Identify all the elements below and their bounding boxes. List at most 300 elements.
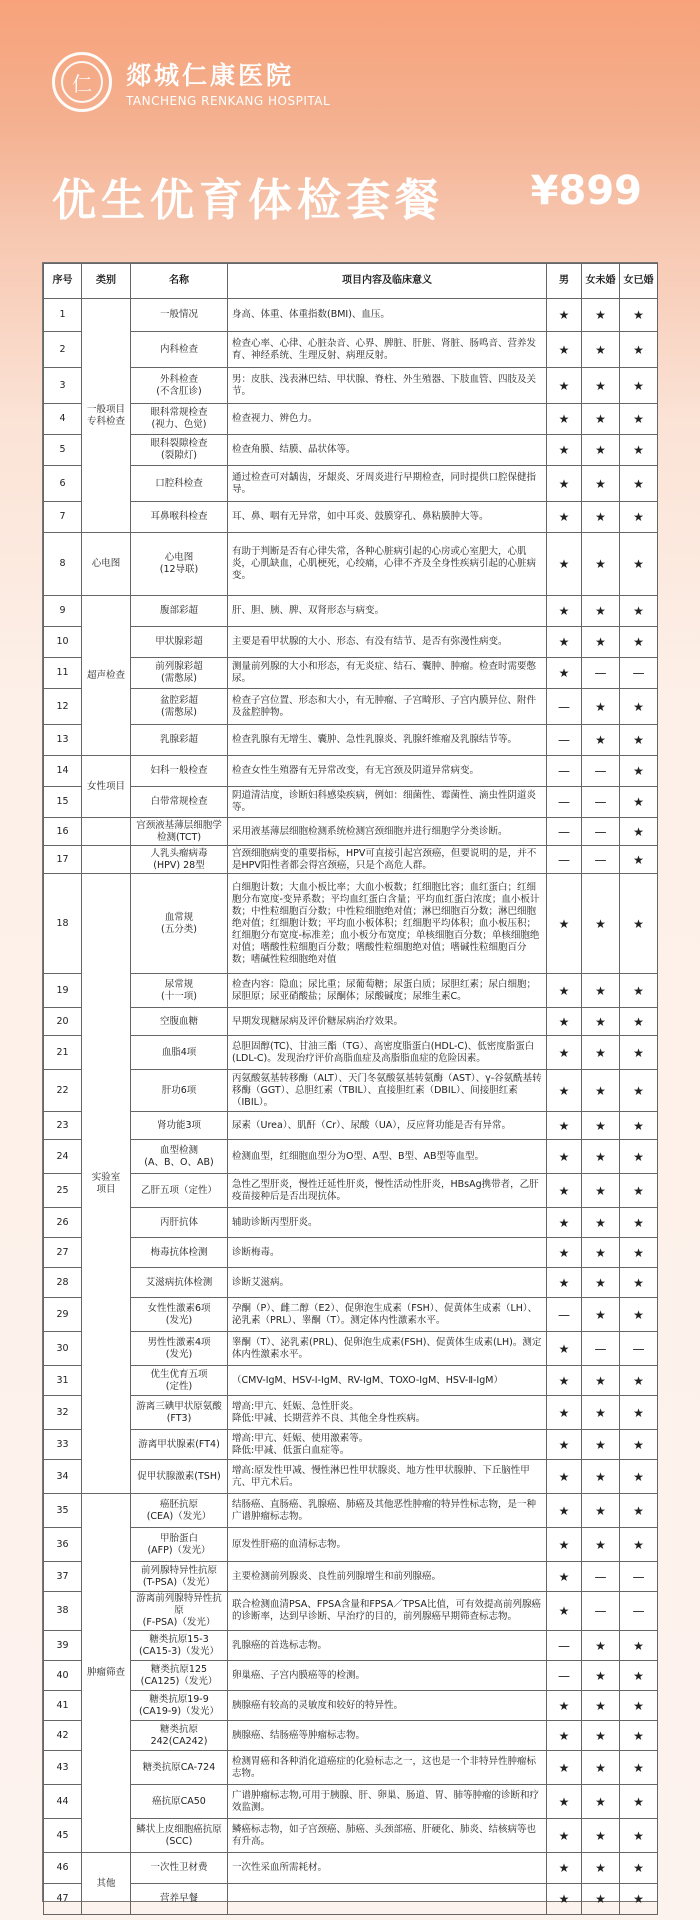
row-name: 人乳头瘤病毒 (HPV) 28型 — [131, 846, 228, 874]
row-no: 2 — [44, 332, 82, 368]
row-no: 9 — [44, 596, 82, 627]
row-male-mark: ★ — [547, 1238, 582, 1268]
row-desc: 总胆固醇(TC)、甘油三酯（TG）、高密度脂蛋白(HDL-C)、低密度脂蛋白(LDL-C)。发现治疗评价高脂血症及高脂脂血症的危险因素。 — [228, 1036, 547, 1070]
row-desc: 诊断梅毒。 — [228, 1238, 547, 1268]
row-female-unmarried-mark: ★ — [582, 1298, 620, 1332]
row-name: 优生优育五项 (定性) — [131, 1366, 228, 1396]
table-row — [44, 1691, 658, 1721]
page-header — [0, 0, 700, 255]
row-desc: 阴道清洁度，诊断妇科感染疾病，例如：细菌性、霉菌性、滴虫性阴道炎等。 — [228, 787, 547, 818]
row-female-unmarried-mark: — — [582, 1592, 620, 1631]
table-row — [44, 466, 658, 502]
row-desc: 急性乙型肝炎，慢性迁延性肝炎，慢性活动性肝炎，HBsAg携带者，乙肝疫苗接种后是否出现抗体。 — [228, 1174, 547, 1208]
row-male-mark: ★ — [547, 1396, 582, 1430]
row-desc: 丙氨酸氨基转移酶（ALT）、天门冬氨酸氨基转氨酶（AST）、γ-谷氨酰基转移酶（GGT）、总胆红素（TBIL）、直接胆红素（DBIL）、间接胆红素（IBIL）。 — [228, 1070, 547, 1112]
table-row — [44, 1174, 658, 1208]
row-no: 41 — [44, 1691, 82, 1721]
row-no: 10 — [44, 627, 82, 658]
row-desc: 联合检测血清PSA、FPSA含量和FPSA／TPSA比值，可有效提高前列腺癌的诊断率，达到早诊断、早治疗的目的，前列腺癌早期筛查标志物。 — [228, 1592, 547, 1631]
row-female-married-mark: ★ — [620, 1140, 658, 1174]
row-no: 37 — [44, 1562, 82, 1592]
table-row — [44, 1592, 658, 1631]
row-male-mark: ★ — [547, 435, 582, 466]
row-female-married-mark: ★ — [620, 1238, 658, 1268]
row-desc: 卵巢癌、子宫内膜癌等的检测。 — [228, 1661, 547, 1691]
row-desc: 检查心率、心律、心脏杂音、心界、脾脏、肝脏、肾脏、肠鸣音、营养发育、神经系统、生理反射、病理反射。 — [228, 332, 547, 368]
header-female-unmarried: 女未婚 — [582, 264, 620, 299]
row-male-mark: ★ — [547, 404, 582, 435]
row-category: 肿瘤筛查 — [82, 1494, 131, 1853]
row-female-married-mark: ★ — [620, 1884, 658, 1915]
table-row — [44, 404, 658, 435]
row-male-mark: ★ — [547, 1140, 582, 1174]
row-female-married-mark: ★ — [620, 1460, 658, 1494]
row-female-married-mark: ★ — [620, 299, 658, 332]
header-female-married: 女已婚 — [620, 264, 658, 299]
row-no: 20 — [44, 1008, 82, 1036]
row-desc: 采用液基薄层细胞检测系统检测宫颈细胞并进行细胞学分类诊断。 — [228, 818, 547, 846]
row-desc: 身高、体重、体重指数(BMI)、血压。 — [228, 299, 547, 332]
row-female-unmarried-mark: ★ — [582, 1785, 620, 1819]
table-header-row — [44, 264, 658, 299]
row-category-empty — [82, 818, 131, 846]
row-no: 19 — [44, 974, 82, 1008]
row-desc — [228, 1884, 547, 1915]
table-row — [44, 658, 658, 689]
row-no: 36 — [44, 1528, 82, 1562]
row-desc: 检测胃癌和各种消化道癌症的化验标志之一，这也是一个非特异性肿瘤标志物。 — [228, 1751, 547, 1785]
table-row — [44, 1751, 658, 1785]
row-male-mark: ★ — [547, 1174, 582, 1208]
row-female-unmarried-mark: ★ — [582, 1268, 620, 1298]
row-male-mark: ★ — [547, 596, 582, 627]
row-female-unmarried-mark: ★ — [582, 1396, 620, 1430]
row-female-unmarried-mark: ★ — [582, 1208, 620, 1238]
row-desc: 鳞癌标志物，如子宫颈癌、肺癌、头颈部癌、肝硬化、肺炎、结核病等也有升高。 — [228, 1819, 547, 1853]
row-female-married-mark: ★ — [620, 1494, 658, 1528]
row-male-mark: — — [547, 756, 582, 787]
table-row — [44, 756, 658, 787]
table-row — [44, 725, 658, 756]
row-category: 一般项目 专科检查 — [82, 299, 131, 533]
row-female-married-mark: ★ — [620, 1785, 658, 1819]
row-female-married-mark: ★ — [620, 1268, 658, 1298]
table-row — [44, 1430, 658, 1460]
hospital-name: 郯城仁康医院 — [126, 61, 295, 90]
row-desc: 测量前列腺的大小和形态，有无炎症、结石、囊肿、肿瘤。检查时需要憋尿。 — [228, 658, 547, 689]
row-no: 22 — [44, 1070, 82, 1112]
row-desc: 早期发现糖尿病及评价糖尿病治疗效果。 — [228, 1008, 547, 1036]
row-female-married-mark: ★ — [620, 756, 658, 787]
row-category: 其他 — [82, 1853, 131, 1915]
row-male-mark: ★ — [547, 1008, 582, 1036]
row-female-married-mark: ★ — [620, 1661, 658, 1691]
row-no: 44 — [44, 1785, 82, 1819]
row-name: 肝功6项 — [131, 1070, 228, 1112]
row-name: 甲状腺彩超 — [131, 627, 228, 658]
row-name: 女性性激素6项 (发光) — [131, 1298, 228, 1332]
row-no: 45 — [44, 1819, 82, 1853]
row-desc: 通过检查可对龋齿，牙龈炎、牙周炎进行早期检查，同时提供口腔保健指导。 — [228, 466, 547, 502]
row-female-unmarried-mark: ★ — [582, 1751, 620, 1785]
row-male-mark: — — [547, 1298, 582, 1332]
row-male-mark: ★ — [547, 1853, 582, 1884]
row-female-married-mark: ★ — [620, 1853, 658, 1884]
package-price: ¥899 — [530, 168, 642, 214]
row-no: 23 — [44, 1112, 82, 1140]
table-row — [44, 1562, 658, 1592]
row-female-unmarried-mark: ★ — [582, 1070, 620, 1112]
row-female-unmarried-mark: ★ — [582, 974, 620, 1008]
row-desc: 白细胞计数；大血小板比率；大血小板数；红细胞比容；血红蛋白；红细胞分布宽度-变异系数；平均血红蛋白含量；平均血红蛋白浓度；血小板计数；中性粒细胞百分数；中性粒细胞绝对值；淋巴细胞百分数；淋巴细胞绝对值；红细胞计数；平均血小板体积；红细胞平均体积；血小板压积；红细胞分布宽度-标准差；血小板分布宽度；单核细胞百分数；单核细胞绝对值；嗜酸性粒细胞百分数；嗜酸性粒细胞绝对值；嗜碱性粒细胞百分数；嗜碱性粒细胞绝对值 — [228, 874, 547, 974]
row-name: 血型检测 (A、B、O、AB) — [131, 1140, 228, 1174]
row-desc: 辅助诊断丙型肝炎。 — [228, 1208, 547, 1238]
row-female-married-mark: ★ — [620, 846, 658, 874]
table-row — [44, 1238, 658, 1268]
row-name: 男性性激素4项 (发光) — [131, 1332, 228, 1366]
row-female-unmarried-mark: ★ — [582, 466, 620, 502]
table-row — [44, 332, 658, 368]
row-name: 游离前列腺特异性抗原 (F-PSA)（发光） — [131, 1592, 228, 1631]
row-female-married-mark: ★ — [620, 1174, 658, 1208]
row-female-married-mark: ★ — [620, 596, 658, 627]
row-no: 31 — [44, 1366, 82, 1396]
row-no: 14 — [44, 756, 82, 787]
row-no: 8 — [44, 533, 82, 596]
row-female-married-mark: ★ — [620, 1208, 658, 1238]
row-male-mark: ★ — [547, 974, 582, 1008]
row-desc: 结肠癌、直肠癌、乳腺癌、肺癌及其他恶性肿瘤的特异性标志物，是一种广谱肿瘤标志物。 — [228, 1494, 547, 1528]
package-table — [43, 263, 658, 1915]
page-title: 优生优育体检套餐 — [52, 175, 444, 226]
row-male-mark: ★ — [547, 874, 582, 974]
row-male-mark: ★ — [547, 658, 582, 689]
row-desc: 检查子宫位置、形态和大小，有无肿瘤、子宫畸形、子宫内膜异位、附件及盆腔肿物。 — [228, 689, 547, 725]
row-male-mark: ★ — [547, 1460, 582, 1494]
row-male-mark: ★ — [547, 1592, 582, 1631]
table-row — [44, 1332, 658, 1366]
row-male-mark: ★ — [547, 1036, 582, 1070]
table-row — [44, 1661, 658, 1691]
row-name: 心电图 (12导联) — [131, 533, 228, 596]
row-female-married-mark: ★ — [620, 1528, 658, 1562]
table-row — [44, 1884, 658, 1915]
row-desc: 检查女性生殖器有无异常改变，有无宫颈及阴道异常病变。 — [228, 756, 547, 787]
row-female-married-mark: ★ — [620, 1112, 658, 1140]
table-row — [44, 1366, 658, 1396]
row-name: 前列腺彩超 (需憋尿) — [131, 658, 228, 689]
row-name: 盆腔彩超 (需憋尿) — [131, 689, 228, 725]
row-male-mark: ★ — [547, 1562, 582, 1592]
row-female-married-mark: ★ — [620, 1008, 658, 1036]
row-male-mark: — — [547, 818, 582, 846]
row-no: 4 — [44, 404, 82, 435]
row-name: 乳腺彩超 — [131, 725, 228, 756]
row-desc: 耳、鼻、咽有无异常，如中耳炎、鼓膜穿孔、鼻粘膜肿大等。 — [228, 502, 547, 533]
row-male-mark: ★ — [547, 1268, 582, 1298]
row-name: 梅毒抗体检测 — [131, 1238, 228, 1268]
row-male-mark: — — [547, 689, 582, 725]
row-female-unmarried-mark: — — [582, 846, 620, 874]
row-name: 癌抗原CA50 — [131, 1785, 228, 1819]
header-desc: 项目内容及临床意义 — [228, 264, 547, 299]
row-desc: 孕酮（P）、雌二醇（E2）、促卵泡生成素（FSH）、促黄体生成素（LH）、泌乳素（PRL）、睾酮（T）。测定体内性激素水平。 — [228, 1298, 547, 1332]
row-female-married-mark: ★ — [620, 1751, 658, 1785]
row-name: 鳞状上皮细胞癌抗原 (SCC) — [131, 1819, 228, 1853]
row-name: 糖类抗原CA-724 — [131, 1751, 228, 1785]
row-no: 38 — [44, 1592, 82, 1631]
row-name: 糖类抗原19-9 (CA19-9)（发光） — [131, 1691, 228, 1721]
row-name: 眼科常规检查 (视力、色觉) — [131, 404, 228, 435]
row-name: 游离甲状腺素(FT4) — [131, 1430, 228, 1460]
row-name: 糖类抗原242(CA242) — [131, 1721, 228, 1751]
row-female-married-mark: ★ — [620, 1396, 658, 1430]
row-no: 28 — [44, 1268, 82, 1298]
header-male: 男 — [547, 264, 582, 299]
row-female-unmarried-mark: ★ — [582, 368, 620, 404]
row-no: 46 — [44, 1853, 82, 1884]
row-no: 24 — [44, 1140, 82, 1174]
package-table-container — [42, 262, 658, 1906]
header-category: 类别 — [82, 264, 131, 299]
row-no: 25 — [44, 1174, 82, 1208]
row-no: 42 — [44, 1721, 82, 1751]
row-name: 白带常规检查 — [131, 787, 228, 818]
row-name: 癌胚抗原 (CEA)（发光） — [131, 1494, 228, 1528]
table-row — [44, 1853, 658, 1884]
row-female-married-mark: ★ — [620, 974, 658, 1008]
row-no: 43 — [44, 1751, 82, 1785]
row-no: 6 — [44, 466, 82, 502]
row-female-unmarried-mark: ★ — [582, 1853, 620, 1884]
row-female-unmarried-mark: ★ — [582, 1174, 620, 1208]
row-name: 宫颈液基薄层细胞学检测(TCT) — [131, 818, 228, 846]
table-row — [44, 596, 658, 627]
row-male-mark: ★ — [547, 1208, 582, 1238]
row-no: 16 — [44, 818, 82, 846]
row-desc: 广谱肿瘤标志物,可用于胰腺、肝、卵巢、肠道、胃、肺等肿瘤的诊断和疗效监测。 — [228, 1785, 547, 1819]
row-male-mark: ★ — [547, 1366, 582, 1396]
table-row — [44, 435, 658, 466]
row-male-mark: ★ — [547, 1785, 582, 1819]
row-desc: 增高:原发性甲减、慢性淋巴性甲状腺炎、地方性甲状腺肿、下丘脑性甲亢、甲亢术后。 — [228, 1460, 547, 1494]
row-name: 一般情况 — [131, 299, 228, 332]
row-name: 口腔科检查 — [131, 466, 228, 502]
row-male-mark: ★ — [547, 1721, 582, 1751]
row-female-unmarried-mark: ★ — [582, 1008, 620, 1036]
row-male-mark: — — [547, 725, 582, 756]
row-category: 超声检查 — [82, 596, 131, 756]
row-female-unmarried-mark: ★ — [582, 1721, 620, 1751]
row-female-married-mark: ★ — [620, 1430, 658, 1460]
row-category: 实验室 项目 — [82, 874, 131, 1494]
row-desc: 肝、胆、胰、脾、双肾形态与病变。 — [228, 596, 547, 627]
row-female-unmarried-mark: ★ — [582, 404, 620, 435]
table-row — [44, 1070, 658, 1112]
row-female-married-mark: ★ — [620, 404, 658, 435]
table-row — [44, 1631, 658, 1661]
row-female-married-mark: ★ — [620, 1366, 658, 1396]
row-no: 5 — [44, 435, 82, 466]
row-male-mark: ★ — [547, 1430, 582, 1460]
table-row — [44, 299, 658, 332]
row-female-married-mark: — — [620, 1592, 658, 1631]
row-desc: 诊断艾滋病。 — [228, 1268, 547, 1298]
row-male-mark: ★ — [547, 1884, 582, 1915]
row-desc: 尿素（Urea）、肌酐（Cr）、尿酸（UA），反应肾功能是否有异常。 — [228, 1112, 547, 1140]
row-female-unmarried-mark: ★ — [582, 435, 620, 466]
row-female-unmarried-mark: ★ — [582, 1819, 620, 1853]
row-name: 尿常规 (十一项) — [131, 974, 228, 1008]
row-desc: 检查角膜、结膜、晶状体等。 — [228, 435, 547, 466]
row-male-mark: — — [547, 1661, 582, 1691]
row-female-married-mark: ★ — [620, 1298, 658, 1332]
row-name: 乙肝五项（定性） — [131, 1174, 228, 1208]
row-female-unmarried-mark: — — [582, 1562, 620, 1592]
row-no: 11 — [44, 658, 82, 689]
table-row — [44, 1721, 658, 1751]
row-female-unmarried-mark: ★ — [582, 1631, 620, 1661]
row-no: 29 — [44, 1298, 82, 1332]
header-name: 名称 — [131, 264, 228, 299]
row-name: 眼科裂隙检查 (裂隙灯) — [131, 435, 228, 466]
row-male-mark: — — [547, 787, 582, 818]
row-female-married-mark: — — [620, 658, 658, 689]
row-female-married-mark: — — [620, 1562, 658, 1592]
row-desc: 睾酮（T）、泌乳素(PRL)、促卵泡生成素(FSH)、促黄体生成素(LH)。测定体内性激素水平。 — [228, 1332, 547, 1366]
row-name: 腹部彩超 — [131, 596, 228, 627]
row-name: 耳鼻喉科检查 — [131, 502, 228, 533]
row-desc: 乳腺癌的首选标志物。 — [228, 1631, 547, 1661]
row-name: 艾滋病抗体检测 — [131, 1268, 228, 1298]
row-no: 15 — [44, 787, 82, 818]
row-desc: （CMV-IgM、HSV-Ⅰ-IgM、RV-IgM、TOXO-IgM、HSV-Ⅱ-IgM） — [228, 1366, 547, 1396]
row-female-unmarried-mark: ★ — [582, 1112, 620, 1140]
row-no: 13 — [44, 725, 82, 756]
row-female-married-mark: ★ — [620, 1691, 658, 1721]
row-no: 1 — [44, 299, 82, 332]
row-name: 营养早餐 — [131, 1884, 228, 1915]
row-desc: 宫颈细胞病变的重要指标，HPV可直接引起宫颈癌，但要说明的是，并不是HPV阳性者都会得宫颈癌，只是个高危人群。 — [228, 846, 547, 874]
row-male-mark: ★ — [547, 627, 582, 658]
hospital-name-en: TANCHENG RENKANG HOSPITAL — [126, 94, 331, 108]
row-desc: 检查内容：隐血；尿比重；尿葡萄糖；尿蛋白质；尿胆红素；尿白细胞；尿胆原；尿亚硝酸盐；尿酮体；尿酸碱度；尿维生素C。 — [228, 974, 547, 1008]
row-male-mark: ★ — [547, 1070, 582, 1112]
row-no: 27 — [44, 1238, 82, 1268]
row-female-unmarried-mark: ★ — [582, 689, 620, 725]
row-desc: 增高:甲亢、妊娠、急性肝炎。 降低:甲减、长期营养不良、其他全身性疾病。 — [228, 1396, 547, 1430]
table-row — [44, 974, 658, 1008]
row-desc: 检查乳腺有无增生、囊肿、急性乳腺炎、乳腺纤维瘤及乳腺结节等。 — [228, 725, 547, 756]
row-female-unmarried-mark: ★ — [582, 1366, 620, 1396]
row-name: 糖类抗原125 (CA125)（发光） — [131, 1661, 228, 1691]
row-female-unmarried-mark: ★ — [582, 332, 620, 368]
row-name: 空腹血糖 — [131, 1008, 228, 1036]
row-male-mark: ★ — [547, 1751, 582, 1785]
table-row — [44, 846, 658, 874]
row-male-mark: ★ — [547, 502, 582, 533]
row-female-unmarried-mark: ★ — [582, 1691, 620, 1721]
row-desc: 胰腺癌、结肠癌等肿瘤标志物。 — [228, 1721, 547, 1751]
row-desc: 主要是看甲状腺的大小、形态、有没有结节、是否有弥漫性病变。 — [228, 627, 547, 658]
table-row — [44, 1785, 658, 1819]
row-female-unmarried-mark: ★ — [582, 533, 620, 596]
row-desc: 主要检测前列腺炎、良性前列腺增生和前列腺癌。 — [228, 1562, 547, 1592]
row-male-mark: — — [547, 1631, 582, 1661]
row-name: 内科检查 — [131, 332, 228, 368]
row-female-married-mark: ★ — [620, 1819, 658, 1853]
row-category-empty — [82, 846, 131, 874]
row-female-unmarried-mark: ★ — [582, 1884, 620, 1915]
row-female-unmarried-mark: ★ — [582, 1661, 620, 1691]
row-male-mark: ★ — [547, 299, 582, 332]
row-name: 前列腺特异性抗原 (T-PSA)（发光） — [131, 1562, 228, 1592]
table-row — [44, 1112, 658, 1140]
row-female-married-mark: ★ — [620, 435, 658, 466]
row-desc: 有助于判断是否有心律失常，各种心脏病引起的心房或心室肥大，心肌炎，心肌缺血，心肌梗死，心绞痛，心律不齐及全身性疾病引起的心脏病变。 — [228, 533, 547, 596]
row-male-mark: ★ — [547, 1528, 582, 1562]
row-female-unmarried-mark: ★ — [582, 1460, 620, 1494]
row-no: 47 — [44, 1884, 82, 1915]
row-no: 35 — [44, 1494, 82, 1528]
row-female-married-mark: ★ — [620, 1631, 658, 1661]
row-no: 17 — [44, 846, 82, 874]
row-female-married-mark: ★ — [620, 874, 658, 974]
row-no: 26 — [44, 1208, 82, 1238]
table-row — [44, 1036, 658, 1070]
row-female-married-mark: ★ — [620, 1721, 658, 1751]
row-desc: 男：皮肤、浅表淋巴结、甲状腺、脊柱、外生殖器、下肢血管、四肢及关节。 — [228, 368, 547, 404]
row-desc: 一次性采血所需耗材。 — [228, 1853, 547, 1884]
row-no: 34 — [44, 1460, 82, 1494]
table-row — [44, 1494, 658, 1528]
hospital-logo-icon — [52, 52, 112, 112]
row-desc: 检测血型，红细胞血型分为O型、A型、B型、AB型等血型。 — [228, 1140, 547, 1174]
row-female-unmarried-mark: — — [582, 658, 620, 689]
table-row — [44, 627, 658, 658]
row-female-married-mark: ★ — [620, 627, 658, 658]
row-female-unmarried-mark: ★ — [582, 1036, 620, 1070]
table-row — [44, 1208, 658, 1238]
row-no: 40 — [44, 1661, 82, 1691]
row-female-unmarried-mark: ★ — [582, 299, 620, 332]
row-male-mark: ★ — [547, 533, 582, 596]
row-name: 糖类抗原15-3 (CA15-3)（发光） — [131, 1631, 228, 1661]
row-female-unmarried-mark: ★ — [582, 1430, 620, 1460]
row-no: 12 — [44, 689, 82, 725]
row-category: 女性项目 — [82, 756, 131, 818]
row-female-unmarried-mark: ★ — [582, 874, 620, 974]
row-male-mark: ★ — [547, 1494, 582, 1528]
row-female-married-mark: — — [620, 1332, 658, 1366]
row-name: 血脂4项 — [131, 1036, 228, 1070]
table-row — [44, 1298, 658, 1332]
row-female-married-mark: ★ — [620, 332, 658, 368]
table-row — [44, 502, 658, 533]
row-male-mark: ★ — [547, 1691, 582, 1721]
row-female-unmarried-mark: ★ — [582, 725, 620, 756]
row-female-unmarried-mark: — — [582, 787, 620, 818]
row-female-married-mark: ★ — [620, 502, 658, 533]
row-female-married-mark: ★ — [620, 368, 658, 404]
row-female-married-mark: ★ — [620, 1070, 658, 1112]
table-row — [44, 874, 658, 974]
row-male-mark: ★ — [547, 368, 582, 404]
table-row — [44, 1460, 658, 1494]
table-row — [44, 1396, 658, 1430]
row-name: 妇科一般检查 — [131, 756, 228, 787]
row-female-unmarried-mark: — — [582, 1332, 620, 1366]
